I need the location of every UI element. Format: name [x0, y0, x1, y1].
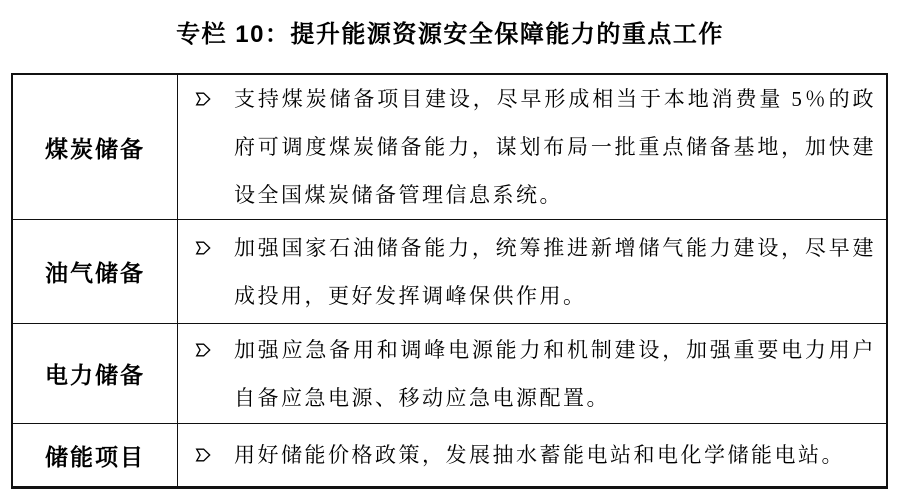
row-label-storage-project: 储能项目	[13, 424, 178, 486]
page-title: 专栏 10：提升能源资源安全保障能力的重点工作	[176, 21, 724, 48]
table-row	[178, 424, 886, 486]
energy-security-table	[11, 73, 888, 489]
row-label-coal-reserve: 煤炭储备	[13, 75, 178, 220]
row-content-power-reserve: 加强应急备用和调峰电源能力和机制建设，加强重要电力用户自备应急电源、移动应急电源配置。	[234, 337, 876, 410]
row-content-coal-reserve: 支持煤炭储备项目建设，尽早形成相当于本地消费量 5％的政府可调度煤炭储备能力，谋划布局一批重点储备基地，加快建设全国煤炭储备管理信息系统。	[234, 87, 876, 207]
row-content-storage-project: 用好储能价格政策，发展抽水蓄能电站和电化学储能电站。	[234, 443, 845, 467]
row-label-power-reserve: 电力储备	[13, 324, 178, 424]
table-row	[178, 324, 886, 424]
rightwards-white-arrow-icon	[194, 444, 212, 466]
table-row	[178, 220, 886, 324]
rightwards-white-arrow-icon	[194, 237, 212, 259]
table-row	[178, 75, 886, 220]
rightwards-white-arrow-icon	[194, 88, 212, 110]
rightwards-white-arrow-icon	[194, 339, 212, 361]
row-content-oil-gas-reserve: 加强国家石油储备能力，统筹推进新增储气能力建设，尽早建成投用，更好发挥调峰保供作用。	[234, 235, 876, 308]
row-label-oil-gas-reserve: 油气储备	[13, 220, 178, 324]
